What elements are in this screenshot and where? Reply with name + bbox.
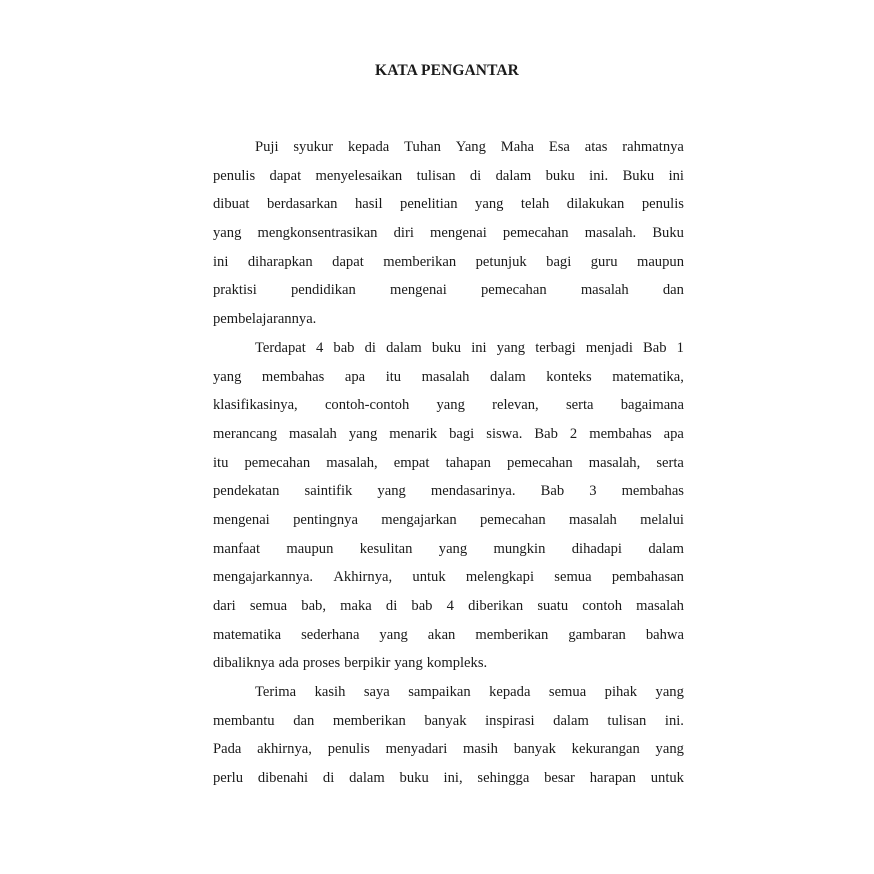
text-line: manfaat maupun kesulitan yang mungkin dihadapi dalam [213, 540, 684, 557]
paragraph [213, 334, 684, 678]
text-line: ini diharapkan dapat memberikan petunjuk bagi guru maupun [213, 253, 684, 270]
text-line: matematika sederhana yang akan memberikan gambaran bahwa [213, 626, 684, 643]
text-line: membantu dan memberikan banyak inspirasi dalam tulisan ini. [213, 712, 684, 729]
text-line: pembelajarannya. [213, 311, 317, 328]
paragraph [213, 678, 684, 793]
text-line: dibaliknya ada proses berpikir yang kompleks. [213, 655, 488, 672]
text-line: pendekatan saintifik yang mendasarinya. Bab 3 membahas [213, 483, 684, 500]
text-line: perlu dibenahi di dalam buku ini, sehingga besar harapan untuk [213, 770, 684, 787]
text-line: dibuat berdasarkan hasil penelitian yang telah dilakukan penulis [213, 196, 684, 213]
text-line: praktisi pendidikan mengenai pemecahan masalah dan [213, 282, 684, 299]
text-line: Pada akhirnya, penulis menyadari masih banyak kekurangan yang [213, 741, 684, 758]
body-text [213, 133, 684, 793]
text-line: Terdapat 4 bab di dalam buku ini yang terbagi menjadi Bab 1 [255, 339, 684, 356]
paragraph [213, 133, 684, 334]
text-line: itu pemecahan masalah, empat tahapan pemecahan masalah, serta [213, 454, 684, 471]
text-line: klasifikasinya, contoh-contoh yang relevan, serta bagaimana [213, 397, 684, 414]
text-line: yang membahas apa itu masalah dalam konteks matematika, [213, 368, 684, 385]
text-line: mengajarkannya. Akhirnya, untuk melengkapi semua pembahasan [213, 569, 684, 586]
text-line: mengenai pentingnya mengajarkan pemecahan masalah melalui [213, 511, 684, 528]
text-line: penulis dapat menyelesaikan tulisan di dalam buku ini. Buku ini [213, 167, 684, 184]
text-line: dari semua bab, maka di bab 4 diberikan suatu contoh masalah [213, 598, 684, 614]
text-line: merancang masalah yang menarik bagi siswa. Bab 2 membahas apa [213, 425, 684, 442]
text-line: Terima kasih saya sampaikan kepada semua pihak yang [255, 684, 684, 701]
text-line: yang mengkonsentrasikan diri mengenai pemecahan masalah. Buku [213, 225, 684, 242]
page-title: KATA PENGANTAR [375, 62, 519, 79]
text-line: Puji syukur kepada Tuhan Yang Maha Esa atas rahmatnya [255, 139, 684, 155]
